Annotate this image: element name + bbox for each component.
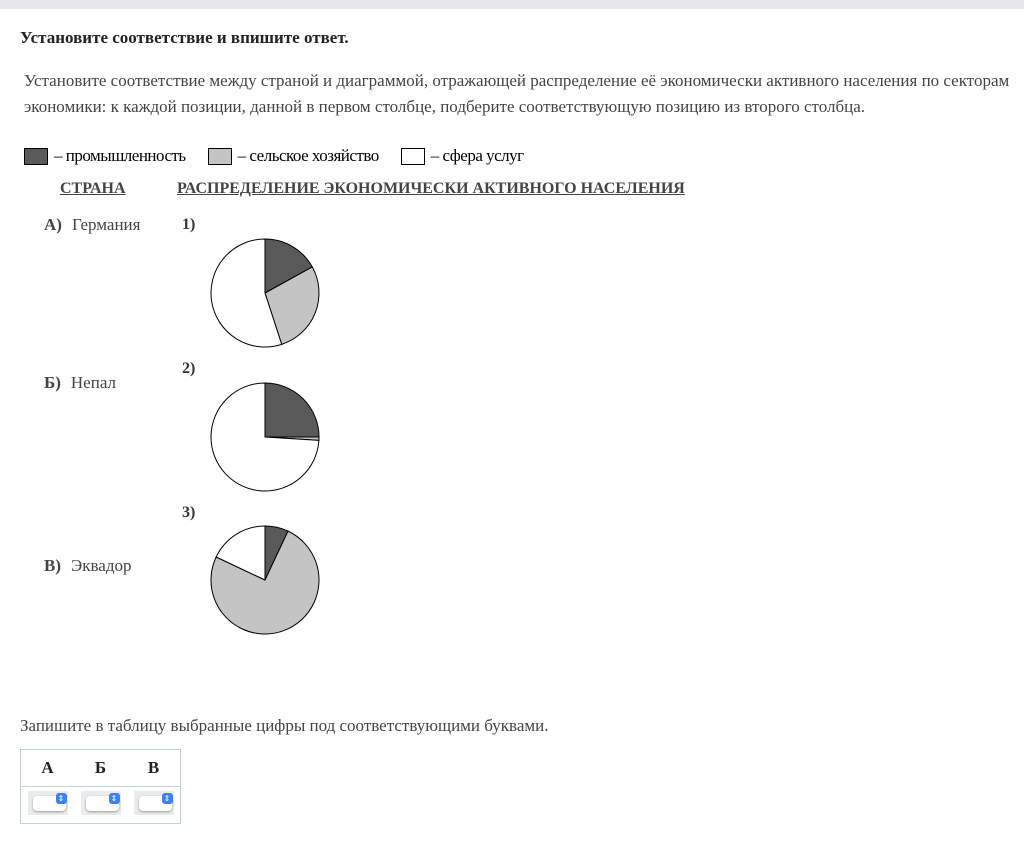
pie-chart-1 <box>209 237 321 349</box>
country-name: Непал <box>70 373 117 392</box>
chevron-updown-icon: ⇕ <box>162 793 173 804</box>
answer-select-b[interactable] <box>81 791 121 815</box>
chevron-updown-icon: ⇕ <box>109 793 120 804</box>
letter: Б) <box>44 373 61 392</box>
column-a: А <box>21 750 75 787</box>
letter: В) <box>44 556 61 575</box>
task-description: Установите соответствие между страной и диаграммой, отражающей распределение её экономически активного населения по секторам экономики: к каждой позиции, данной в первом столбце, подберите соответствующую позицию из второго столбца. <box>24 71 1010 116</box>
swatch-agriculture <box>208 148 232 165</box>
legend-label: – промышленность <box>54 146 186 165</box>
country-a <box>44 215 140 235</box>
legend-item-agriculture <box>208 146 379 166</box>
letter: А) <box>44 215 62 234</box>
answer-select-c[interactable] <box>134 791 174 815</box>
chevron-updown-icon: ⇕ <box>56 793 67 804</box>
swatch-industry <box>24 148 48 165</box>
column-b: Б <box>74 750 127 787</box>
country-name: Эквадор <box>71 556 132 575</box>
pie-chart-2 <box>209 381 321 493</box>
legend-label: – сельское хозяйство <box>237 146 379 165</box>
legend-label: – сфера услуг <box>430 146 524 165</box>
pie-number-1: 1) <box>182 216 196 233</box>
pie-chart-3 <box>209 524 321 636</box>
slice-industry <box>265 383 319 437</box>
answer-select-a[interactable] <box>28 791 68 815</box>
header-country: СТРАНА <box>60 180 126 197</box>
pie-number-3: 3) <box>182 504 196 521</box>
country-c <box>44 556 131 576</box>
legend-item-services <box>401 146 524 166</box>
pie-number-2: 2) <box>182 360 196 377</box>
country-b <box>44 373 116 393</box>
answer-table <box>20 749 181 824</box>
header-distribution: РАСПРЕДЕЛЕНИЕ ЭКОНОМИЧЕСКИ АКТИВНОГО НАСЕЛЕНИЯ <box>177 180 685 197</box>
swatch-services <box>401 148 425 165</box>
legend <box>24 146 546 166</box>
country-name: Германия <box>71 215 141 234</box>
task-title: Установите соответствие и впишите ответ. <box>20 28 349 47</box>
legend-item-industry <box>24 146 186 166</box>
column-c: В <box>127 750 181 787</box>
top-bar <box>0 0 1024 9</box>
instruction: Запишите в таблицу выбранные цифры под соответствующими буквами. <box>20 716 549 735</box>
